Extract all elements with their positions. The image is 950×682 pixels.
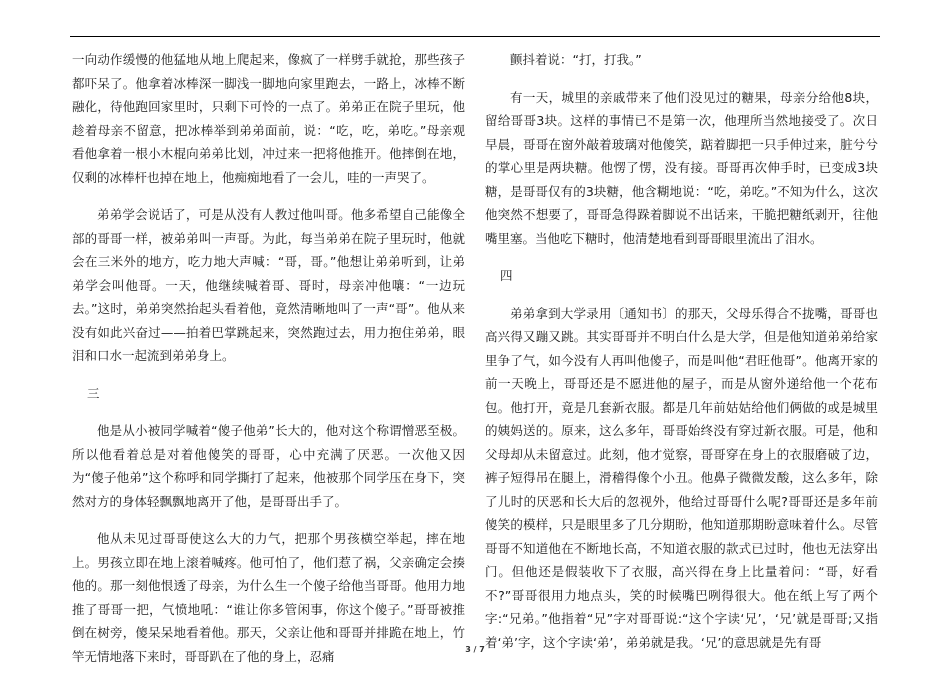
- paragraph: 有一天，城里的亲戚带来了他们没见过的糖果，母亲分给他8块，留给哥哥3块。这样的事情已不是第一次，他理所当然地接受了。次日早晨，哥哥在窗外敲着玻璃对他傻笑，踮着脚把一只手伸过来，脏兮兮的掌心里是两块糖。他愣了愣，没有接。哥哥再次伸手时，已变成3块糖，是哥哥仅有的3块糖，他含糊地说：“吃，弟吃。”不知为什么，这次他突然不想要了，哥哥急得跺着脚说不出话来，干脆把糖纸剥开，往他嘴里塞。当他吃下糖时，他清楚地看到哥哥眼里流出了泪水。: [485, 89, 878, 246]
- paragraph: 颤抖着说：“打，打我。”: [510, 52, 642, 67]
- paragraph: 弟弟学会说话了，可是从没有人教过他叫哥。他多希望自己能像全部的哥哥一样，被弟弟叫一声哥。为此，每当弟弟在院子里玩时，他就会在三米外的地方，吃力地大声喊：“哥，哥。”他想让弟弟听到，让弟弟学会叫他哥。一天，他继续喊着哥、哥时，母亲冲他嚷：“一边玩去。”这时，弟弟突然抬起头看着他，竟然清晰地叫了一声“哥”。他从来没有如此兴奋过——拍着巴掌跳起来，突然跑过去，用力抱住弟弟，眼泪和口水一起流到弟弟身上。: [72, 207, 465, 363]
- paragraph: 他是从小被同学喊着“傻子他弟”长大的，他对这个称谓憎恶至极。所以他看着总是对着他傻笑的哥哥，心中充满了厌恶。一次他又因为“傻子他弟”这个称呼和同学撕打了起来，他被那个同学压在身下，突然对方的身体轻飘飘地离开了他，是哥哥出手了。: [72, 423, 465, 509]
- left-column: [72, 48, 465, 682]
- paragraph: 弟弟拿到大学录用〔通知书〕的那天，父母乐得合不拢嘴，哥哥也高兴得又蹦又跳。其实哥哥并不明白什么是大学，但是他知道弟弟给家里争了气，如今没有人再叫他傻子，而是叫他“君旺他哥”。他离开家的前一天晚上，哥哥还是不愿进他的屋子，而是从窗外递给他一个花布包。他打开，竟是几套新衣服。都是几年前姑姑给他们俩做的或是城里的姨妈送的。原来，这么多年，哥哥始终没有穿过新衣服。可是，他和父母却从未留意过。此刻，他才觉察，哥哥穿在身上的衣服磨破了边，裤子短得吊在腿上，滑稽得像个小丑。他鼻子微微发酸，这么多年，除了儿时的厌恶和长大后的忽视外，他给过哥哥什么呢?哥哥还是多年前傻笑的模样，只是眼里多了几分期盼，他知道那期盼意味着什么。尽管哥哥不知道他在不断地长高，不知道衣服的款式已过时，他也无法穿出门。但他还是假装收下了衣服，高兴得在身上比量着问：“哥，好看不?”哥哥很用力地点头，笑的时候嘴巴咧得很大。他在纸上写了两个字:“兄弟。”他指着“兄”字对哥哥说:“这个字读‘兄’，‘兄’就是哥哥;又指着‘弟’字，这个字读‘弟’，弟弟就是我。‘兄’的意思就是先有哥: [485, 305, 878, 650]
- page-number: 3 / 7: [465, 645, 485, 654]
- right-column: [485, 48, 878, 668]
- section-heading: 四: [500, 268, 513, 283]
- paragraph: 一向动作缓慢的他猛地从地上爬起来，像疯了一样劈手就抢，那些孩子都吓呆了。他拿着冰棒深一脚浅一脚地向家里跑去，一路上，冰棒不断融化，待他跑回家里时，只剩下可怜的一点了。弟弟正在院子里玩，他趁着母亲不留意，把冰棒举到弟弟面前，说：“吃，吃，弟吃。”母亲观看他拿着一根小木棍向弟弟比划，冲过来一把将他推开。他摔倒在地，仅剩的冰棒杆也掉在地上，他痴痴地看了一会儿，哇的一声哭了。: [72, 52, 465, 185]
- section-heading: 三: [87, 385, 100, 401]
- header-rule: [70, 36, 880, 37]
- paragraph: 他从未见过哥哥使这么大的力气，把那个男孩横空举起，摔在地上。男孩立即在地上滚着喊疼。他可怕了，他们惹了祸，父亲确定会揍他的。那一刻他恨透了母亲，为什么生一个傻子给他当哥哥。他用力地推了哥哥一把，气愤地吼：“谁让你多管闲事，你这个傻子。”哥哥被推倒在树旁，傻呆呆地看着他。那天，父亲让他和哥哥并排跪在地上，竹竿无情地落下来时，哥哥趴在了他的身上，忍痛: [72, 531, 465, 664]
